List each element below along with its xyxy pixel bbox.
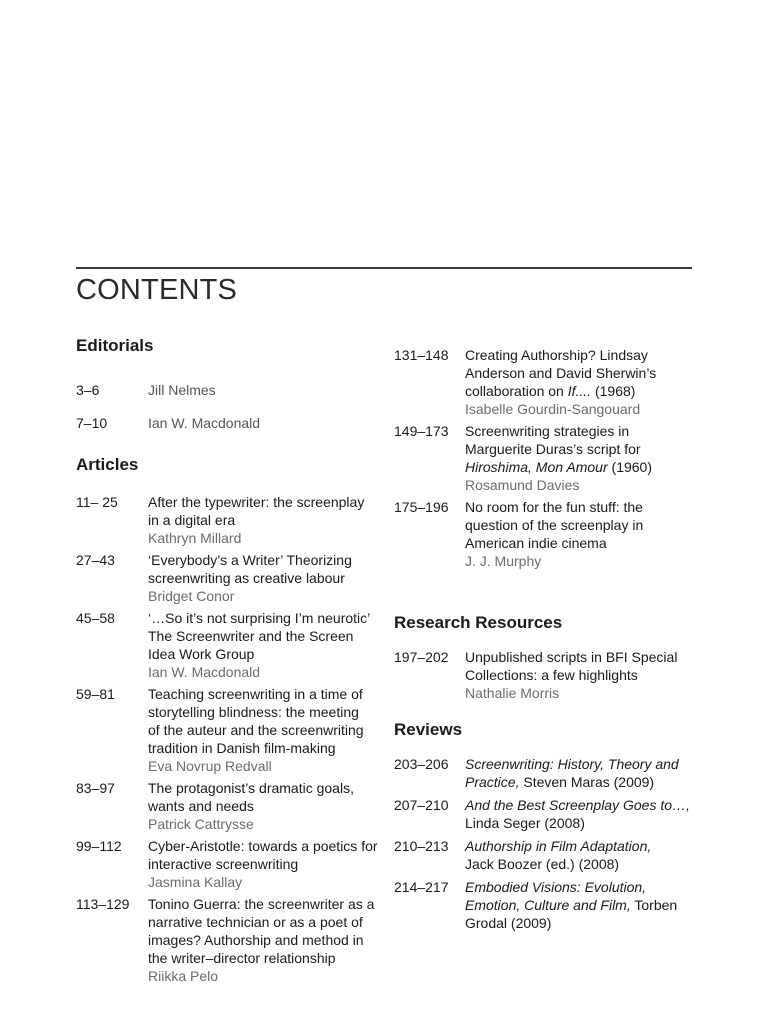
entry-title-line: Screenwriting strategies in <box>465 423 630 439</box>
entry-author: Kathryn Millard <box>148 530 242 546</box>
review-line: Linda Seger (2008) <box>465 815 585 831</box>
entry-title-line <box>465 458 694 476</box>
entry-author: Nathalie Morris <box>465 685 560 701</box>
entry-author: Isabelle Gourdin-Sangouard <box>465 401 641 417</box>
toc-entry <box>76 837 386 891</box>
entry-title-line: Collections: a few highlights <box>465 667 638 683</box>
page-range: 210–213 <box>394 838 449 854</box>
entry-author: Riikka Pelo <box>148 968 219 984</box>
entry-author: Bridget Conor <box>148 588 235 604</box>
section-research-resources: Research Resources <box>394 613 563 632</box>
toc-entry <box>76 895 386 985</box>
toc-entry <box>394 878 694 932</box>
entry-author: Ian W. Macdonald <box>148 415 261 431</box>
entry-author: Jasmina Kallay <box>148 874 243 890</box>
page-range: 175–196 <box>394 499 449 515</box>
page-range: 45–58 <box>76 610 115 626</box>
page-range: 207–210 <box>394 797 449 813</box>
entry-title-line: Teaching screenwriting in a time of <box>148 686 363 702</box>
review-title-line: Screenwriting: History, Theory and <box>465 756 679 772</box>
page-range: 113–129 <box>76 896 130 912</box>
page-range: 3–6 <box>76 382 100 398</box>
entry-title-line: No room for the fun stuff: the <box>465 499 643 515</box>
section-editorials: Editorials <box>76 336 154 355</box>
toc-entry <box>76 493 386 547</box>
entry-title-line: The protagonist’s dramatic goals, <box>148 780 354 796</box>
review-line: Grodal (2009) <box>465 915 552 931</box>
title-text: Steven Maras (2009) <box>519 774 655 790</box>
entry-author: Jill Nelmes <box>148 382 216 398</box>
toc-entry <box>394 648 694 702</box>
entry-author: Patrick Cattrysse <box>148 816 254 832</box>
page-range: 131–148 <box>394 347 449 363</box>
entry-author: Ian W. Macdonald <box>148 664 261 680</box>
toc-entry <box>394 422 694 494</box>
review-title-line: Authorship in Film Adaptation, <box>465 838 652 854</box>
toc-entry <box>394 796 694 832</box>
entry-title-line: ‘…So it’s not surprising I’m neurotic’ <box>148 610 371 626</box>
top-rule <box>76 267 692 269</box>
entry-author: J. J. Murphy <box>465 553 542 569</box>
entry-title-line: the writer–director relationship <box>148 950 336 966</box>
page-range: 83–97 <box>76 780 115 796</box>
entry-title-line: ‘Everybody’s a Writer’ Theorizing <box>148 552 352 568</box>
entry-title-line: screenwriting as creative labour <box>148 570 345 586</box>
page-range: 197–202 <box>394 649 449 665</box>
toc-entry <box>76 779 386 833</box>
page-range: 149–173 <box>394 423 449 439</box>
title-italic: Practice, <box>465 774 520 790</box>
entry-title-line: Creating Authorship? Lindsay <box>465 347 648 363</box>
review-line: Jack Boozer (ed.) (2008) <box>465 856 620 872</box>
entry-title-line: wants and needs <box>148 798 254 814</box>
title-text: (1968) <box>591 383 636 399</box>
page-range: 203–206 <box>394 756 449 772</box>
entry-title-line: Anderson and David Sherwin’s <box>465 365 657 381</box>
toc-entry <box>76 685 386 775</box>
page-title: CONTENTS <box>76 274 238 306</box>
entry-title-line: Tonino Guerra: the screenwriter as a <box>148 896 375 912</box>
entry-title-line: Marguerite Duras’s script for <box>465 441 641 457</box>
title-italic: Emotion, Culture and Film, <box>465 897 631 913</box>
entry-title-line: tradition in Danish film-making <box>148 740 336 756</box>
right-column <box>394 346 694 932</box>
page-range: 214–217 <box>394 879 449 895</box>
entry-title-line: interactive screenwriting <box>148 856 299 872</box>
title-italic: Hiroshima, Mon Amour <box>465 459 608 475</box>
title-italic: If.... <box>567 383 592 399</box>
entry-title-line: Unpublished scripts in BFI Special <box>465 649 678 665</box>
entry-title-line: narrative technician or as a poet of <box>148 914 363 930</box>
entry-title-line: storytelling blindness: the meeting <box>148 704 359 720</box>
entry-title-line: American indie cinema <box>465 535 607 551</box>
review-title-line: Embodied Visions: Evolution, <box>465 879 647 895</box>
toc-entry <box>76 414 386 432</box>
title-text: (1960) <box>607 459 652 475</box>
entry-title-line: in a digital era <box>148 512 236 528</box>
entry-title-line: After the typewriter: the screenplay <box>148 494 365 510</box>
toc-entry <box>76 381 386 399</box>
entry-title-line: images? Authorship and method in <box>148 932 364 948</box>
toc-entry <box>394 837 694 873</box>
review-title-line: And the Best Screenplay Goes to…, <box>465 797 690 813</box>
entry-title-line <box>465 382 694 400</box>
page-range: 11– 25 <box>76 494 118 510</box>
title-text: collaboration on <box>465 383 568 399</box>
toc-entry <box>394 498 694 570</box>
toc-entry <box>394 346 694 418</box>
toc-entry <box>76 609 386 681</box>
entry-author: Eva Novrup Redvall <box>148 758 272 774</box>
page-range: 59–81 <box>76 686 115 702</box>
review-line <box>465 773 694 791</box>
entry-title-line: of the auteur and the screenwriting <box>148 722 364 738</box>
page-range: 7–10 <box>76 415 108 431</box>
toc-entry <box>76 551 386 605</box>
left-column <box>76 336 386 985</box>
entry-title-line: Idea Work Group <box>148 646 255 662</box>
page-range: 27–43 <box>76 552 115 568</box>
section-reviews: Reviews <box>394 720 463 739</box>
entry-author: Rosamund Davies <box>465 477 580 493</box>
toc-entry <box>394 755 694 791</box>
page-range: 99–112 <box>76 838 122 854</box>
title-text: Torben <box>630 897 678 913</box>
entry-title-line: question of the screenplay in <box>465 517 644 533</box>
entry-title-line: Cyber-Aristotle: towards a poetics for <box>148 838 378 854</box>
review-line <box>465 896 694 914</box>
section-articles: Articles <box>76 455 139 474</box>
entry-title-line: The Screenwriter and the Screen <box>148 628 354 644</box>
